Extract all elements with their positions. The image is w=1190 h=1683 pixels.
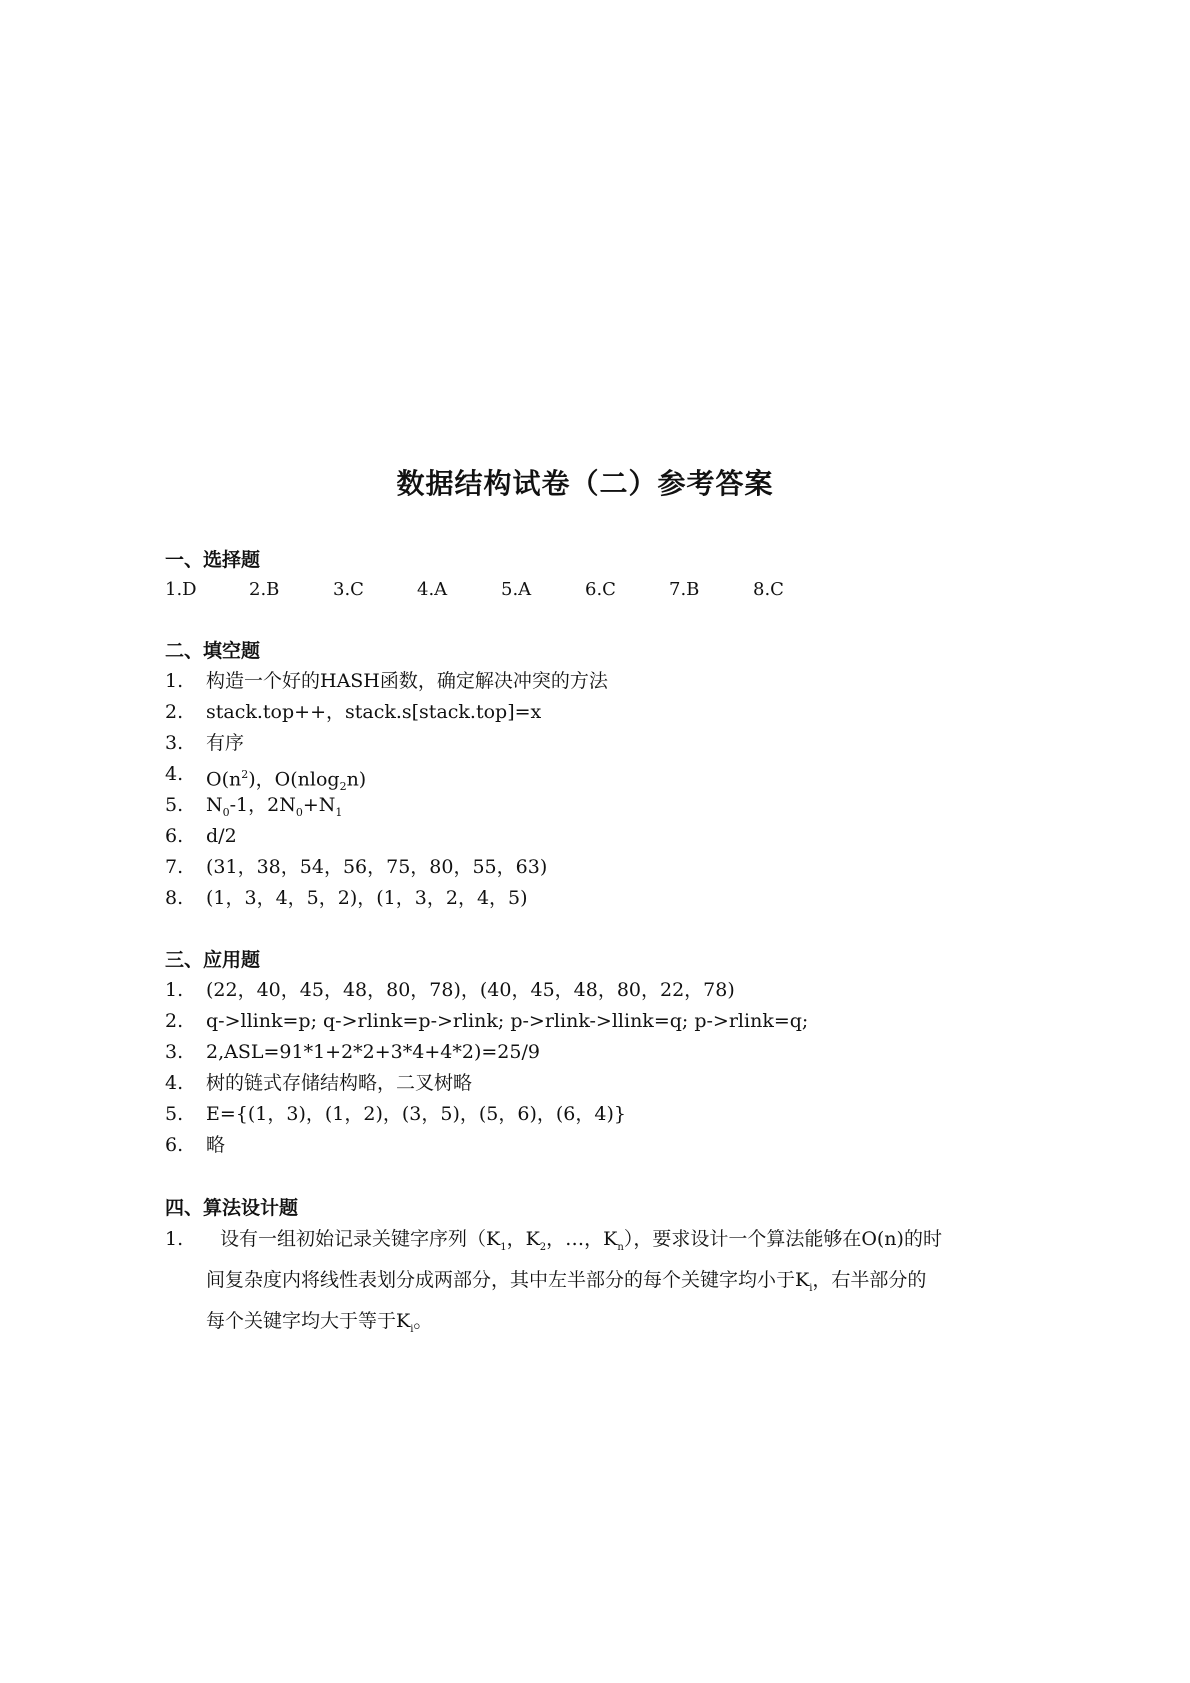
list-item: 4. $O(n^2)$，O(nlog$_2$n) — [165, 763, 367, 794]
list-item: 2. stack.top++，stack.s[stack.top]=x — [165, 701, 542, 723]
list-item: 6. d/2 — [165, 825, 237, 847]
list-item: 1. 设有一组初始记录关键字序列（$K_1$，$K_2$，…，$K_n$），要求设计一个算法能够在O(n)的时 间复杂度内将线性表划分成两部分，其中左半部分的每个关键字均小于$K_i$，右半部分的 每个关键字均大于等于$K_i$。 — [165, 1228, 942, 1335]
list-item: 6. 略 — [165, 1134, 226, 1156]
list-item: 8. (1，3，4，5，2)，(1，3，2，4，5) — [165, 887, 528, 909]
list-item: 2. q->llink=p; q->rlink=p->rlink; p->rlink->llink=q; p->rlink=q; — [165, 1010, 809, 1032]
section-heading: 四、算法设计题 — [165, 1197, 299, 1219]
list-item: 5. $N_0-1$，$2N_0+N_1$ — [165, 794, 343, 819]
choice-answer: 6.C — [585, 579, 616, 600]
section-fill-blank — [165, 636, 1025, 914]
choice-answer: 8.C — [753, 579, 784, 600]
section-application — [165, 945, 1025, 1161]
list-item: 1. (22，40，45，48，80，78)，(40，45，48，80，22，78) — [165, 979, 735, 1001]
section-heading: 二、填空题 — [165, 640, 261, 662]
section-choice — [165, 545, 1025, 605]
choice-answer: 3.C — [333, 579, 364, 600]
choice-answer: 4.A — [417, 579, 448, 600]
section-heading: 三、应用题 — [165, 949, 261, 971]
list-item: 1. 构造一个好的HASH函数，确定解决冲突的方法 — [165, 670, 608, 692]
choice-answers — [165, 575, 1025, 605]
list-item: 3. 2,ASL=91*1+2*2+3*4+4*2)=25/9 — [165, 1041, 540, 1063]
choice-answer: 2.B — [249, 579, 280, 600]
choice-answer: 7.B — [669, 579, 700, 600]
page-title: 数据结构试卷（二）参考答案 — [396, 467, 774, 500]
section-algorithm — [165, 1193, 1025, 1345]
section-heading: 一、选择题 — [165, 549, 261, 571]
list-item: 4. 树的链式存储结构略，二叉树略 — [165, 1072, 473, 1094]
list-item: 7. (31，38，54，56，75，80，55，63) — [165, 856, 548, 878]
list-item: 5. E={(1，3)，(1，2)，(3，5)，(5，6)，(6，4)} — [165, 1103, 626, 1125]
choice-answer: 1.D — [165, 579, 197, 600]
list-item: 3. 有序 — [165, 732, 245, 754]
choice-answer: 5.A — [501, 579, 532, 600]
